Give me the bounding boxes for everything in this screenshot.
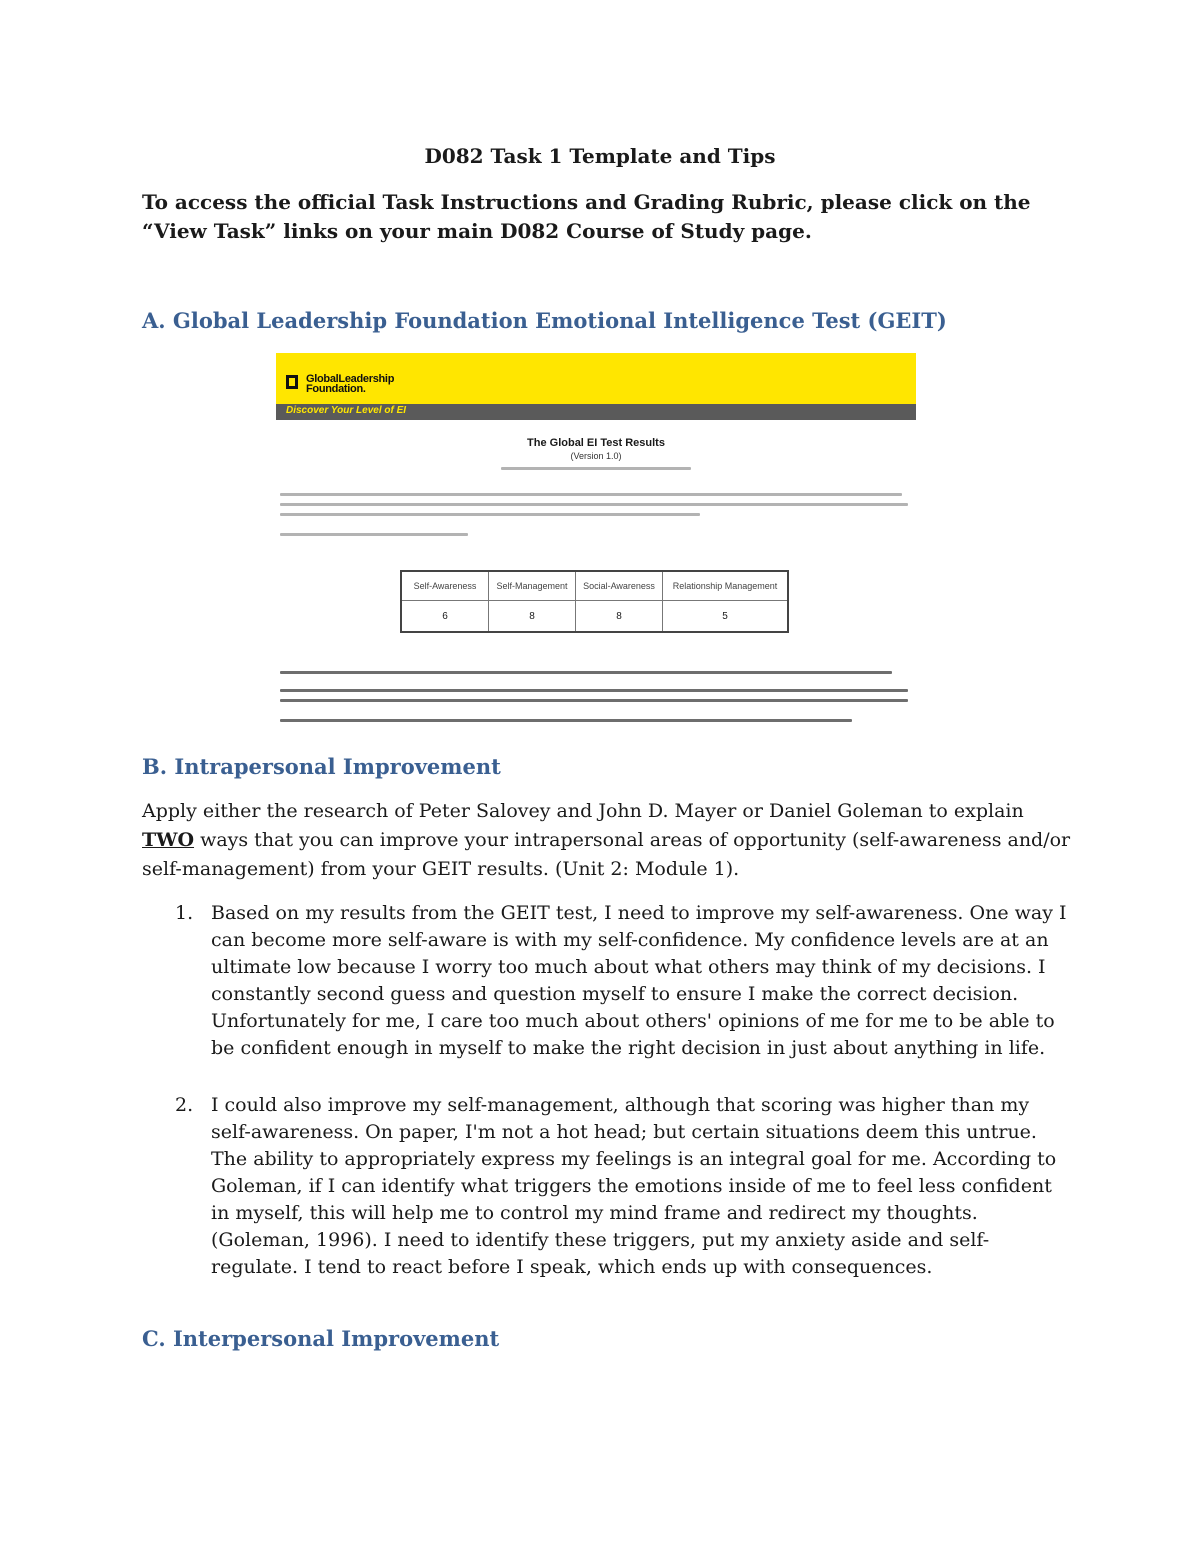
prompt-text: Apply either the research of Peter Salovey and John D. Mayer or Daniel Goleman to explain bbox=[142, 800, 1024, 822]
blurred-text-line bbox=[280, 503, 908, 506]
results-title: The Global EI Test Results bbox=[527, 437, 665, 449]
tagline-strip bbox=[276, 404, 916, 420]
glf-logo-text bbox=[306, 374, 394, 394]
score-header: Self-Awareness bbox=[401, 571, 489, 601]
blurred-footer-line bbox=[280, 699, 908, 702]
tagline: Discover Your Level of EI bbox=[286, 405, 407, 416]
score-header: Social-Awareness bbox=[576, 571, 663, 601]
results-version: (Version 1.0) bbox=[570, 451, 622, 461]
geit-results-image bbox=[276, 353, 916, 733]
section-b-heading: B. Intrapersonal Improvement bbox=[142, 754, 501, 779]
score-value: 6 bbox=[401, 601, 489, 633]
geit-banner bbox=[276, 353, 916, 404]
logo-line-1: GlobalLeadership bbox=[306, 373, 395, 385]
blurred-footer-line bbox=[280, 719, 852, 722]
section-c-heading: C. Interpersonal Improvement bbox=[142, 1326, 500, 1351]
logo-line-2: Foundation. bbox=[306, 383, 366, 395]
score-value: 8 bbox=[576, 601, 663, 633]
prompt-text: ways that you can improve your intrapersonal areas of opportunity (self-awareness and/or self-management) from your GEIT results. (Unit 2: Module 1). bbox=[142, 829, 1071, 880]
blurred-text-line bbox=[280, 493, 902, 496]
score-header: Relationship Management bbox=[663, 571, 789, 601]
document-title: D082 Task 1 Template and Tips bbox=[424, 144, 776, 168]
list-item-text: Based on my results from the GEIT test, I need to improve my self-awareness. One way I can become more self-aware is with my self-confidence. My confidence levels are at an ultimate low because I worry too much about what others may think of my decisions. I constantly second guess and question myself to ensure I make the correct decision. Unfortunately for me, I care too much about others' opinions of me for me to be able to be confident enough in myself to make the right decision in just about anything in life. bbox=[211, 902, 1067, 1059]
blurred-footer-line bbox=[280, 689, 908, 692]
scores-table bbox=[400, 570, 789, 633]
blurred-text-line bbox=[280, 513, 700, 516]
list-item-text: I could also improve my self-management, although that scoring was higher than my self-awareness. On paper, I'm not a hot head; but certain situations deem this untrue. The ability to appropriately express my feelings is an integral goal for me. According to Goleman, if I can identify what triggers the emotions inside of me to feel less confident in myself, this will help me to control my mind frame and redirect my thoughts. (Goleman, 1996). I need to identify these triggers, put my anxiety aside and self-regulate. I tend to react before I speak, which ends up with consequences. bbox=[211, 1094, 1057, 1278]
blurred-date-line bbox=[501, 467, 691, 470]
score-header: Self-Management bbox=[489, 571, 576, 601]
list-item-number: 2. bbox=[175, 1094, 194, 1116]
prompt-emphasis: TWO bbox=[142, 829, 195, 851]
blurred-text-line bbox=[280, 533, 468, 536]
blurred-footer-line bbox=[280, 671, 892, 674]
list-item-number: 1. bbox=[175, 902, 194, 924]
section-b-prompt bbox=[142, 797, 1072, 884]
section-a-heading: A. Global Leadership Foundation Emotional Intelligence Test (GEIT) bbox=[142, 308, 947, 333]
glf-logo-icon bbox=[286, 375, 298, 389]
access-note: To access the official Task Instructions and Grading Rubric, please click on the “View Task” links on your main D082 Course of Study page. bbox=[142, 190, 1031, 243]
score-value: 5 bbox=[663, 601, 789, 633]
score-value: 8 bbox=[489, 601, 576, 633]
